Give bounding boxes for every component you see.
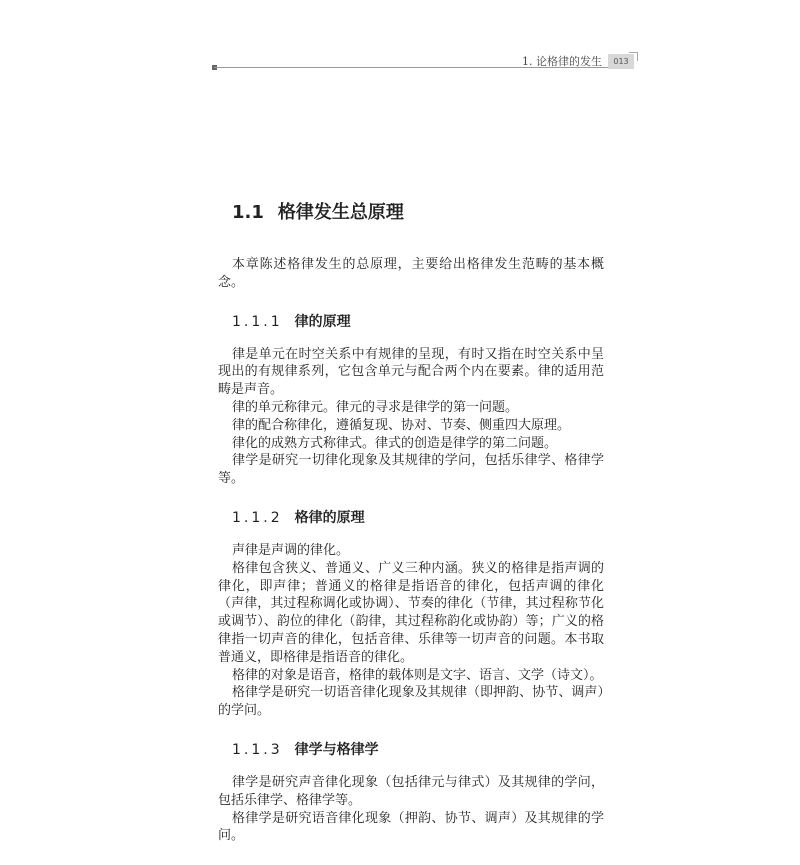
page-number: 013	[608, 54, 634, 69]
page-body	[218, 200, 604, 865]
paragraph: 律学是研究声音律化现象（包括律元与律式）及其规律的学问，包括乐律学、格律学等。	[218, 774, 604, 808]
subsection-title: 律学与格律学	[294, 741, 379, 758]
paragraph: 声律是声调的律化。	[232, 542, 350, 558]
subsection-number: 1.1.2	[232, 509, 283, 526]
subsection-body	[218, 542, 604, 720]
paragraph: 律化的成熟方式称律式。律式的创造是律学的第二问题。	[232, 435, 558, 451]
paragraph: 律是单元在时空关系中有规律的呈现，有时又指在时空关系中呈现出的有规律系列，它包含单元与配合两个内在要素。律的适用范畴是声音。	[218, 346, 604, 398]
subsection-heading	[232, 312, 604, 332]
paragraph: 格律包含狭义、普通义、广义三种内涵。狭义的格律是指声调的律化，即声律；普通义的格律是指语音的律化，包括声调的律化（声律，其过程称调化或协调）、节奏的律化（节律，其过程称节化或调节）、韵位的律化（韵律，其过程称韵化或协韵）等；广义的格律指一切声音的律化，包括音律、乐律等一切声音的问题。本书取普通义，即格律是指语音的律化。	[218, 560, 604, 665]
chapter-title: 1. 论格律的发生	[522, 55, 602, 68]
paragraph: 格律学是研究语音律化现象（押韵、协节、调声）及其规律的学问。	[218, 810, 604, 844]
paragraph: 格律学是研究一切语音律化现象及其规律（即押韵、协节、调声）的学问。	[218, 685, 604, 719]
paragraph: 格律的对象是语音，格律的载体则是文字、语言、文学（诗文）。	[232, 667, 603, 683]
paragraph: 律学是研究一切律化现象及其规律的学问，包括乐律学、格律学等。	[218, 453, 604, 487]
section-title: 格律发生总原理	[277, 202, 404, 223]
section-intro	[218, 256, 604, 292]
paragraph: 本章陈述格律发生的总原理，主要给出格律发生范畴的基本概念。	[218, 257, 604, 290]
subsection-number: 1.1.1	[232, 313, 283, 330]
subsection-title: 格律的原理	[294, 509, 365, 526]
header-right	[522, 54, 634, 69]
subsection-body	[218, 774, 604, 845]
corner-mark	[629, 52, 638, 61]
paragraph: 律的配合称律化，遵循复现、协对、节奏、侧重四大原理。	[232, 417, 571, 433]
subsection-heading	[232, 740, 604, 760]
subsection-heading	[232, 508, 604, 528]
paragraph: 律的单元称律元。律元的寻求是律学的第一问题。	[232, 399, 519, 415]
running-header	[212, 52, 638, 70]
subsection-title: 律的原理	[294, 313, 351, 330]
section-heading	[232, 200, 604, 226]
subsection-number: 1.1.3	[232, 741, 283, 758]
section-number: 1.1	[232, 202, 264, 223]
subsection-body	[218, 346, 604, 488]
